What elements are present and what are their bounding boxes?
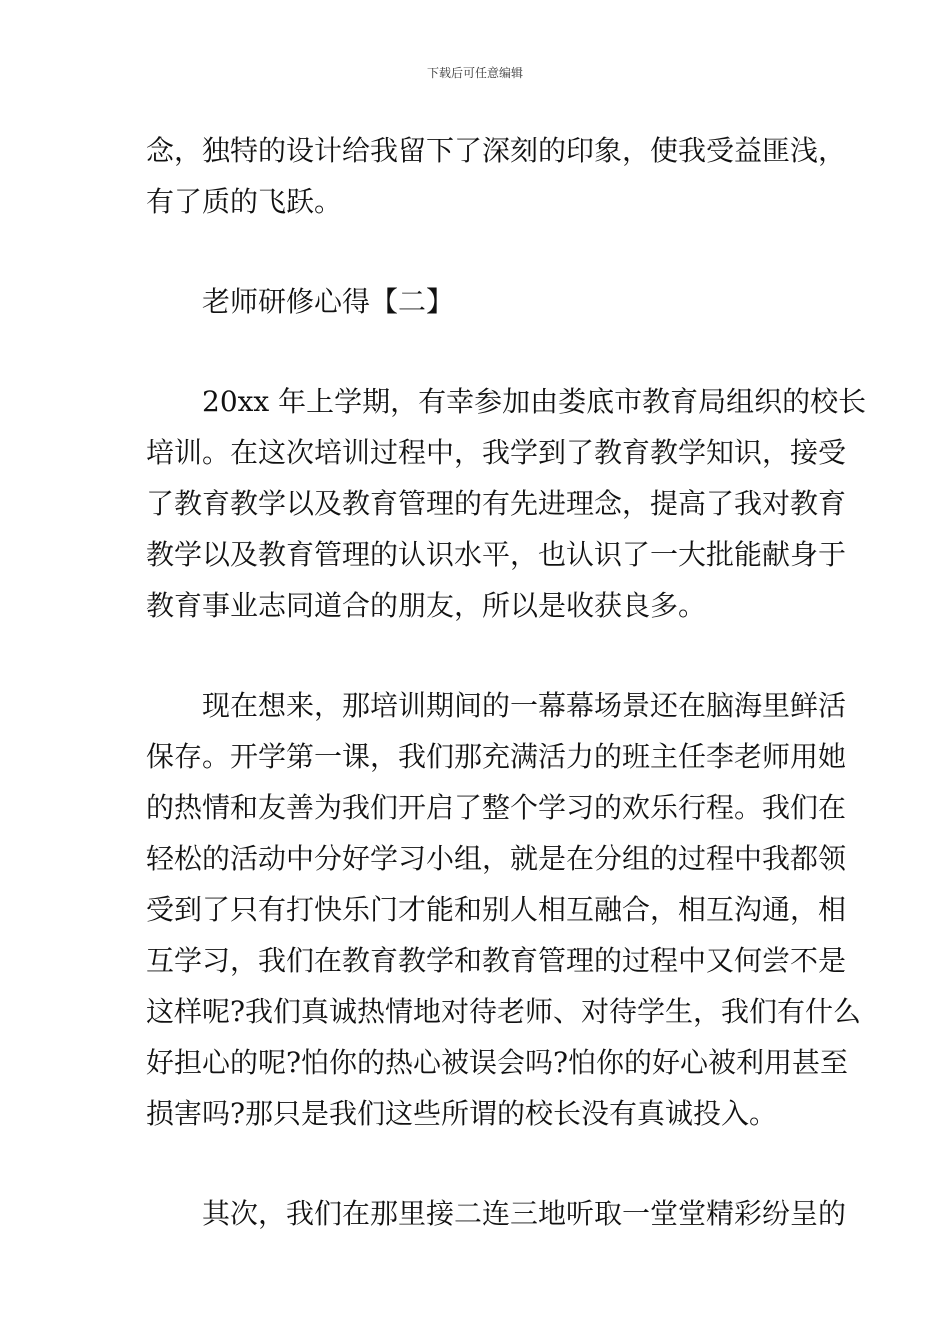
paragraph-next <box>146 1188 847 1239</box>
text-line: 念，独特的设计给我留下了深刻的印象，使我受益匪浅， <box>146 134 847 167</box>
paragraph-training-intro <box>146 376 867 631</box>
text-line: 20xx 年上学期，有幸参加由娄底市教育局组织的校长 <box>202 385 867 418</box>
text-line: 轻松的活动中分好学习小组，就是在分组的过程中我都领 <box>146 842 847 875</box>
text-line: 保存。开学第一课，我们那充满活力的班主任李老师用她 <box>146 740 847 773</box>
text-line: 有了质的飞跃。 <box>146 185 343 218</box>
document-body <box>146 125 867 1239</box>
text-line: 培训。在这次培训过程中，我学到了教育教学知识，接受 <box>146 436 847 469</box>
text-line: 教学以及教育管理的认识水平，也认识了一大批能献身于 <box>146 538 847 571</box>
text-line: 其次，我们在那里接二连三地听取一堂堂精彩纷呈的 <box>202 1197 847 1230</box>
paragraph-continuation <box>146 125 847 227</box>
paragraph-recollection <box>146 680 862 1139</box>
section-heading <box>146 276 816 327</box>
text-line: 互学习，我们在教育教学和教育管理的过程中又何尝不是 <box>146 944 847 977</box>
page-header-note: 下载后可任意编辑 <box>426 66 523 80</box>
text-line: 教育事业志同道合的朋友，所以是收获良多。 <box>146 589 707 622</box>
text-line: 了教育教学以及教育管理的有先进理念，提高了我对教育 <box>146 487 847 520</box>
text-line: 受到了只有打快乐门才能和别人相互融合，相互沟通，相 <box>146 893 847 926</box>
text-line: 现在想来，那培训期间的一幕幕场景还在脑海里鲜活 <box>202 689 847 722</box>
text-line: 的热情和友善为我们开启了整个学习的欢乐行程。我们在 <box>146 791 847 824</box>
text-line: 损害吗?那只是我们这些所谓的校长没有真诚投入。 <box>146 1097 778 1130</box>
text-line: 好担心的呢?怕你的热心被误会吗?怕你的好心被利用甚至 <box>146 1046 849 1079</box>
text-line: 这样呢?我们真诚热情地对待老师、对待学生，我们有什么 <box>146 995 862 1028</box>
heading-line: 老师研修心得【二】 <box>202 285 455 318</box>
